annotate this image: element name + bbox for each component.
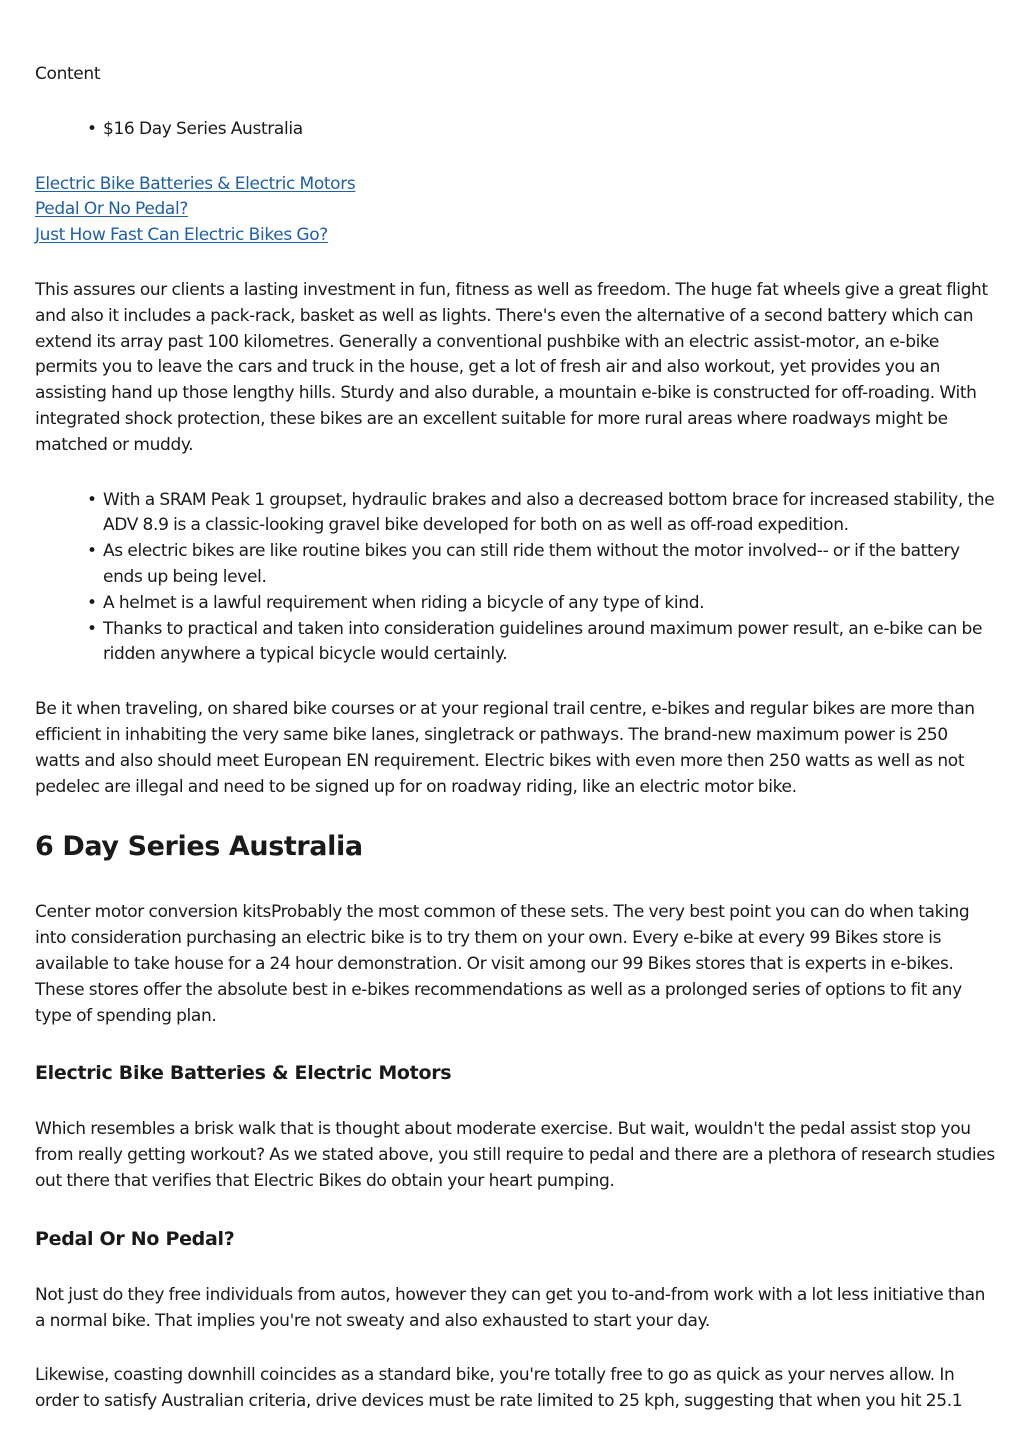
toc-link-batteries-motors[interactable]: Electric Bike Batteries & Electric Motors xyxy=(35,173,356,194)
paragraph-exercise: Which resembles a brisk walk that is thought about moderate exercise. But wait, wouldn't the pedal assist stop you from really getting workout? As we stated above, you still require to pedal and there are a plethora of research studies out there that verifies that Electric Bikes do obtain your heart pumping. xyxy=(35,1119,995,1191)
list-item: • A helmet is a lawful requirement when riding a bicycle of any type of kind. xyxy=(103,591,995,617)
table-of-contents xyxy=(35,172,995,249)
toc-list xyxy=(35,117,995,143)
paragraph-conversion-kits: Center motor conversion kitsProbably the most common of these sets. The very best point you can do when taking into consideration purchasing an electric bike is to try them on your own. Every e-bike at every 99 Bikes store is available to take house for a 24 hour demonstration. Or visit among our 99 Bikes stores that is experts in e-bikes. These stores offer the absolute best in e-bikes recommendations as well as a prolonged series of options to fit any type of spending plan. xyxy=(35,902,970,1026)
article xyxy=(35,62,995,1444)
list-item: • Thanks to practical and taken into consideration guidelines around maximum power result, an e-bike can be ridden anywhere a typical bicycle would certainly. xyxy=(103,617,995,669)
section-heading-pedal: Pedal Or No Pedal? xyxy=(35,1227,235,1250)
toc-list-item: • $16 Day Series Australia xyxy=(103,117,995,143)
bullet-list xyxy=(35,488,995,669)
paragraph-regulations: Be it when traveling, on shared bike courses or at your regional trail centre, e-bikes and regular bikes are more than efficient in inhabiting the very same bike lanes, singletrack or pathways. The brand-new maximum power is 250 watts and also should meet European EN requirement. Electric bikes with even more then 250 watts as well as not pedelec are illegal and need to be signed up for on roadway riding, like an electric motor bike. xyxy=(35,699,975,797)
paragraph-commute: Not just do they free individuals from autos, however they can get you to-and-from work with a lot less initiative than a normal bike. That implies you're not sweaty and also exhausted to start your day. xyxy=(35,1284,986,1331)
section-heading-6-day-series: 6 Day Series Australia xyxy=(35,831,363,863)
list-item: • As electric bikes are like routine bikes you can still ride them without the motor involved-- or if the battery ends up being level. xyxy=(103,539,995,591)
paragraph-intro: This assures our clients a lasting investment in fun, fitness as well as freedom. The huge fat wheels give a great flight and also it includes a pack-rack, basket as well as lights. There's even the alternative of a second battery which can extend its array past 100 kilometres. Generally a conventional pushbike with an electric assist-motor, an e-bike permits you to leave the cars and truck in the house, get a lot of fresh air and also workout, yet provides you an assisting hand up those lengthy hills. Sturdy and also durable, a mountain e-bike is constructed for off-roading. With integrated shock protection, these bikes are an excellent suitable for more rural areas where roadways might be matched or muddy. xyxy=(35,279,988,455)
content-label: Content xyxy=(35,64,101,84)
toc-link-how-fast[interactable]: Just How Fast Can Electric Bikes Go? xyxy=(35,225,328,246)
list-item: • With a SRAM Peak 1 groupset, hydraulic brakes and also a decreased bottom brace for increased stability, the ADV 8.9 is a classic-looking gravel bike developed for both on as well as off-road expedition. xyxy=(103,488,995,540)
toc-link-pedal[interactable]: Pedal Or No Pedal? xyxy=(35,199,188,220)
paragraph-speed-limit: Likewise, coasting downhill coincides as a standard bike, you're totally free to go as quick as your nerves allow. In order to satisfy Australian criteria, drive devices must be rate limited to 25 kph, suggesting that when you hit 25.1 xyxy=(35,1365,963,1412)
section-heading-batteries-motors: Electric Bike Batteries & Electric Motors xyxy=(35,1062,452,1085)
